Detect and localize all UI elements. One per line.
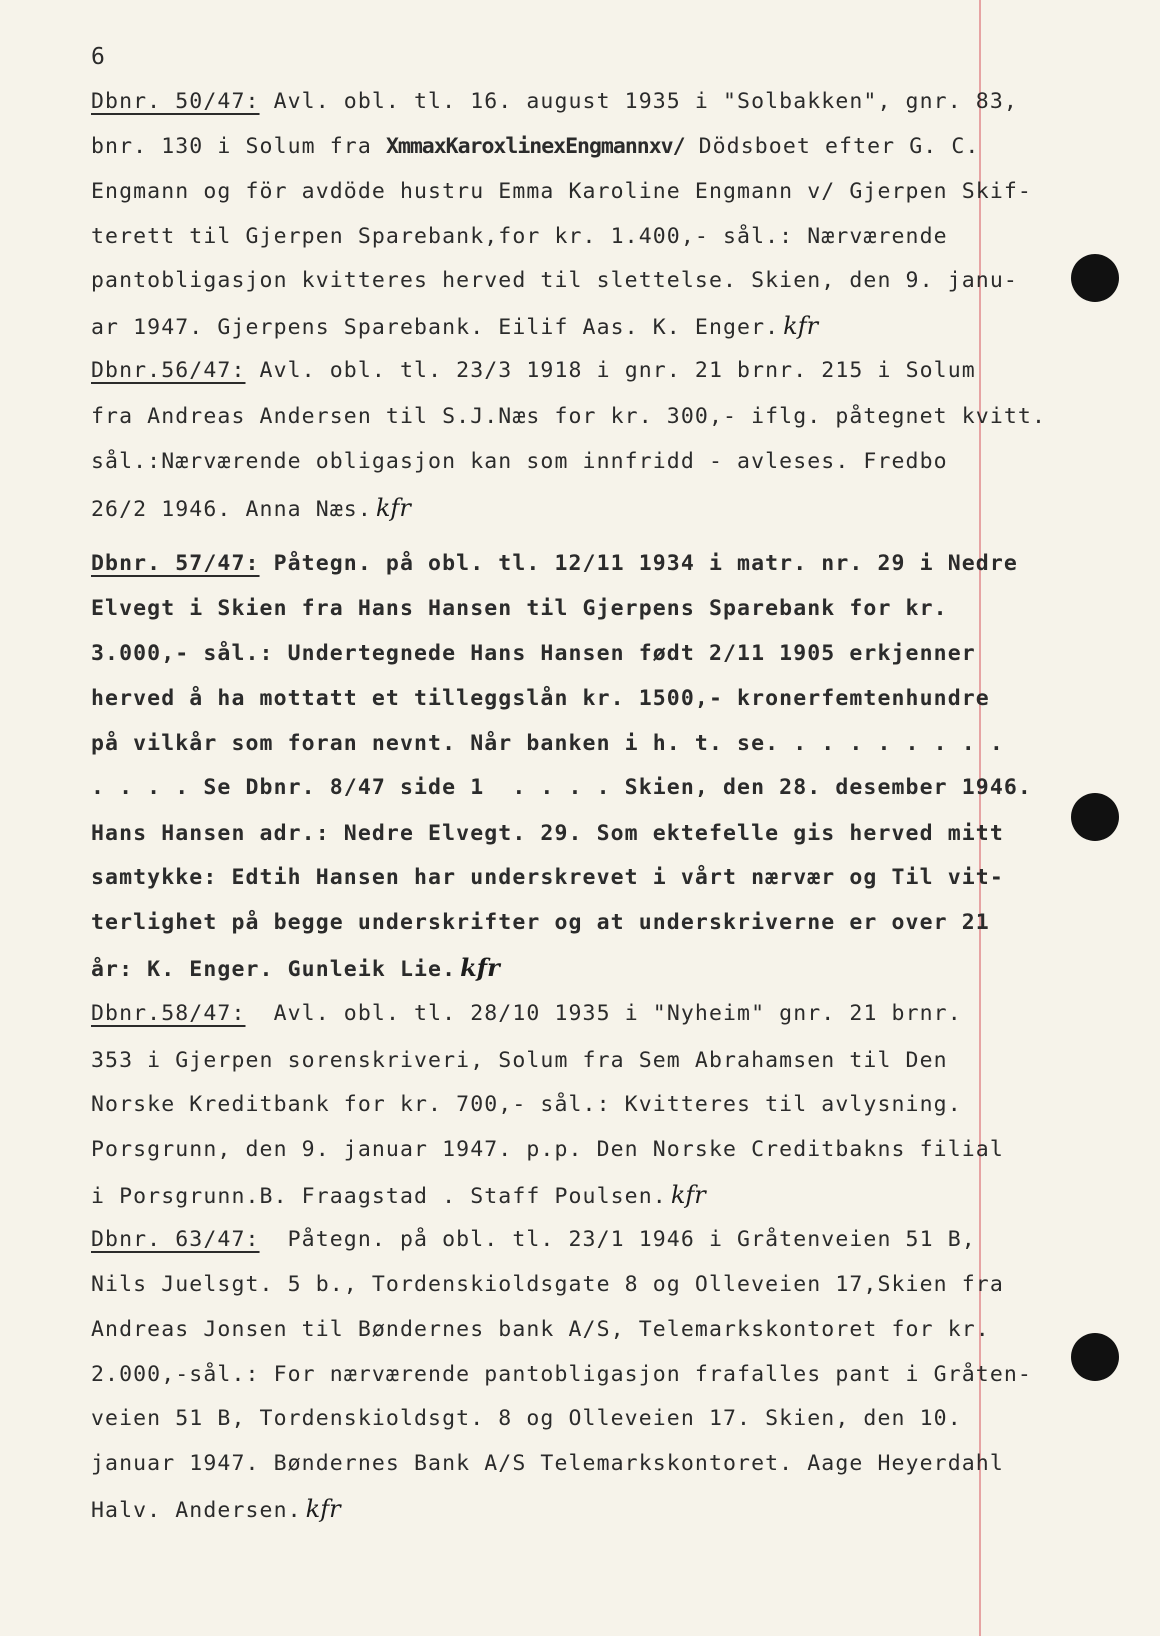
handwritten-initials: kfr — [305, 1495, 341, 1523]
entry-line: Nils Juelsgt. 5 b., Tordenskioldsgate 8 og Olleveien 17,Skien fra — [91, 1272, 1004, 1297]
entry-line: Elvegt i Skien fra Hans Hansen til Gjerpens Sparebank for kr. — [91, 596, 948, 621]
struck-out-text: XmmaxKaroxlinexEngmannxv/ — [385, 134, 685, 159]
entry-line: januar 1947. Bøndernes Bank A/S Telemarkskontoret. Aage Heyerdahl — [91, 1451, 1004, 1476]
entry-reference: Dbnr. 57/47: — [91, 551, 260, 576]
entry-line: Engmann og för avdöde hustru Emma Karoline Engmann v/ Gjerpen Skif- — [91, 179, 1032, 204]
entry-line: samtykke: Edtih Hansen har underskrevet i vårt nærvær og Til vit- — [91, 865, 1004, 890]
entry-line: 26/2 1946. Anna Næs. kfr — [91, 494, 411, 522]
entry-line: Andreas Jonsen til Bøndernes bank A/S, Telemarkskontoret for kr. — [91, 1317, 990, 1342]
entry-line: Dbnr. 50/47: Avl. obl. tl. 16. august 1935 i "Solbakken", gnr. 83, — [91, 89, 1018, 114]
entry-line: ar 1947. Gjerpens Sparebank. Eilif Aas. K. Enger. kfr — [91, 312, 819, 340]
entry-line: Dbnr. 63/47: Påtegn. på obl. tl. 23/1 1946 i Gråtenveien 51 B, — [91, 1227, 976, 1252]
entry-line: Norske Kreditbank for kr. 700,- sål.: Kvitteres til avlysning. — [91, 1092, 962, 1117]
entry-line: bnr. 130 i Solum fra XmmaxKaroxlinexEngmannxv/ Dödsboet efter G. C. — [91, 134, 980, 159]
entry-line: terlighet på begge underskrifter og at underskriverne er over 21 — [91, 910, 990, 935]
margin-rule — [979, 0, 981, 1636]
entry-line: veien 51 B, Tordenskioldsgt. 8 og Olleveien 17. Skien, den 10. — [91, 1406, 962, 1431]
entry-reference: Dbnr.58/47: — [91, 1001, 246, 1026]
entry-reference: Dbnr. 50/47: — [91, 89, 260, 114]
entry-line: Hans Hansen adr.: Nedre Elvegt. 29. Som ektefelle gis herved mitt — [91, 821, 1004, 846]
entry-line: 3.000,- sål.: Undertegnede Hans Hansen født 2/11 1905 erkjenner — [91, 641, 976, 666]
entry-line: Halv. Andersen. kfr — [91, 1495, 341, 1523]
entry-line: 2.000,-sål.: For nærværende pantobligasjon frafalles pant i Gråten- — [91, 1362, 1032, 1387]
entry-line: 353 i Gjerpen sorenskriveri, Solum fra Sem Abrahamsen til Den — [91, 1048, 948, 1073]
entry-line: sål.:Nærværende obligasjon kan som innfridd - avleses. Fredbo — [91, 449, 948, 474]
handwritten-initials: kfr — [375, 494, 411, 522]
entry-line: terett til Gjerpen Sparebank,for kr. 1.400,- sål.: Nærværende — [91, 224, 948, 249]
handwritten-initials: kfr — [783, 312, 819, 340]
entry-line: i Porsgrunn.B. Fraagstad . Staff Poulsen. kfr — [91, 1181, 706, 1209]
entry-line: fra Andreas Andersen til S.J.Næs for kr. 300,- iflg. påtegnet kvitt. — [91, 404, 1046, 429]
handwritten-initials: kfr — [460, 953, 500, 982]
punch-hole — [1071, 254, 1119, 302]
entry-line: år: K. Enger. Gunleik Lie. kfr — [91, 953, 500, 982]
entry-line: Porsgrunn, den 9. januar 1947. p.p. Den Norske Creditbakns filial — [91, 1137, 1004, 1162]
handwritten-initials: kfr — [670, 1181, 706, 1209]
entry-line: Dbnr.56/47: Avl. obl. tl. 23/3 1918 i gnr. 21 brnr. 215 i Solum — [91, 358, 976, 383]
entry-line: . . . . Se Dbnr. 8/47 side 1 . . . . Skien, den 28. desember 1946. — [91, 775, 1032, 800]
entry-line: Dbnr. 57/47: Påtegn. på obl. tl. 12/11 1934 i matr. nr. 29 i Nedre — [91, 551, 1018, 576]
entry-reference: Dbnr. 63/47: — [91, 1227, 260, 1252]
page-number: 6 — [91, 44, 106, 70]
entry-reference: Dbnr.56/47: — [91, 358, 246, 383]
punch-hole — [1071, 1333, 1119, 1381]
punch-hole — [1071, 793, 1119, 841]
entry-line: Dbnr.58/47: Avl. obl. tl. 28/10 1935 i "Nyheim" gnr. 21 brnr. — [91, 1001, 962, 1026]
entry-line: pantobligasjon kvitteres herved til slettelse. Skien, den 9. janu- — [91, 268, 1018, 293]
entry-line: på vilkår som foran nevnt. Når banken i h. t. se. . . . . . . . . — [91, 731, 1004, 756]
entry-line: herved å ha mottatt et tilleggslån kr. 1500,- kronerfemtenhundre — [91, 686, 990, 711]
